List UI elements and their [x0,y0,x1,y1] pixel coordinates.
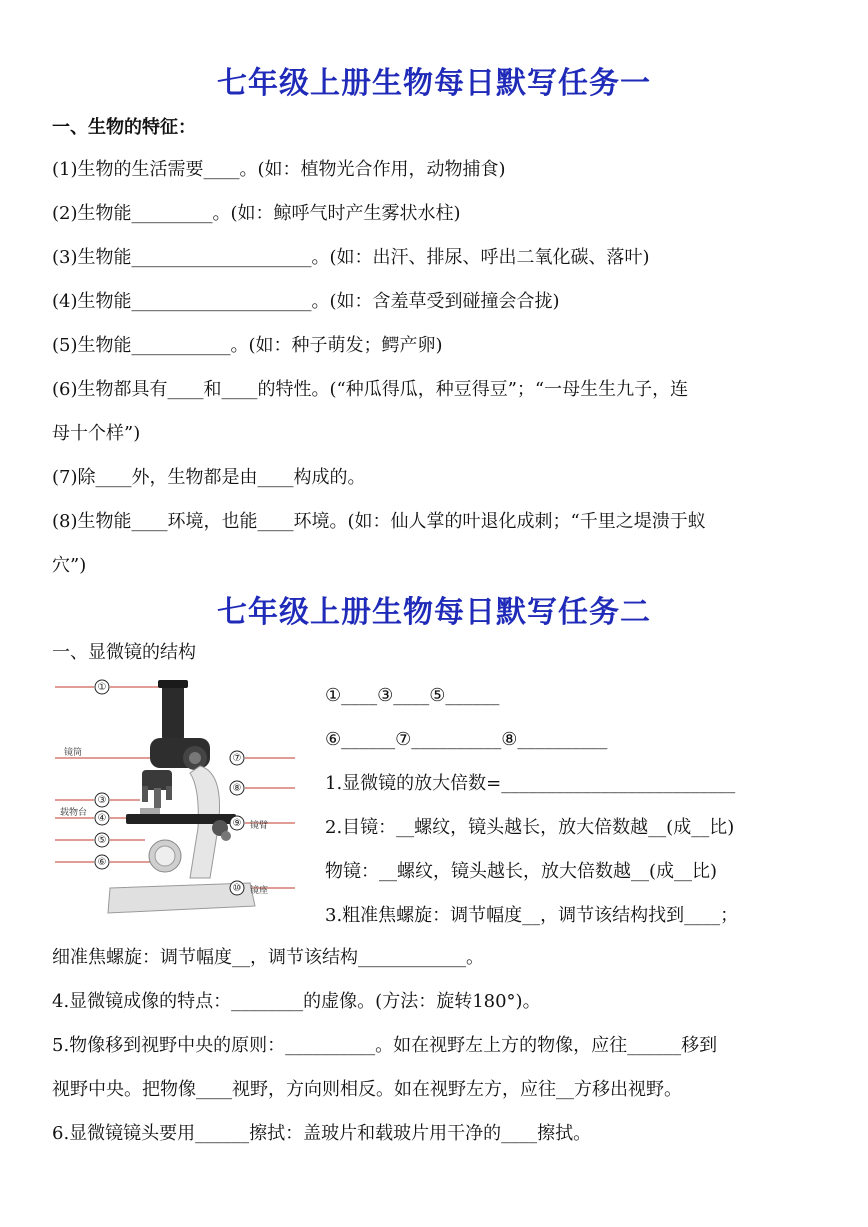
task2-item-5: 5.物像移到视野中央的原则：__________。如在视野左上方的物像，应往______移到 [52,1035,718,1056]
task2-item-6: 6.显微镜镜头要用______擦拭：盖玻片和载玻片用干净的____擦拭。 [52,1123,592,1144]
task1-line-7: (7)除____外，生物都是由____构成的。 [52,467,366,488]
task1-line-8: (8)生物能____环境，也能____环境。(如：仙人掌的叶退化成刺；“千里之堤溃于蚁 [52,511,706,532]
microscope-figure [50,678,300,923]
task2-answer-row-1: ①____③____⑤______ [325,685,500,706]
task2-item-2-eyepiece: 2.目镜：__螺纹，镜头越长，放大倍数越__(成__比) [325,817,735,838]
task1-line-1: (1)生物的生活需要____。(如：植物光合作用，动物捕食) [52,159,506,180]
task1-line-8-cont: 穴”) [52,555,87,576]
marker-1: ① [97,682,107,693]
label-arm: 镜臂 [250,821,269,831]
task1-line-3: (3)生物能____________________。(如：出汗、排尿、呼出二氧化碳、落叶) [52,247,650,268]
task1-line-6-cont: 母十个样”) [52,423,141,444]
label-stage: 载物台 [60,808,88,818]
task1-line-2: (2)生物能_________。(如：鲸呼气时产生雾状水柱) [52,203,461,224]
task1-section-heading: 一、生物的特征： [52,117,196,138]
marker-6: ⑥ [97,857,107,868]
marker-7: ⑦ [232,753,242,764]
label-base: 镜座 [250,886,269,896]
marker-4: ④ [97,813,107,824]
task2-item-3-fine: 细准焦螺旋：调节幅度__，调节该结构____________。 [52,947,484,968]
task1-line-6: (6)生物都具有____和____的特性。(“种瓜得瓜，种豆得豆”；“一母生生九子，连 [52,379,689,400]
task2-answer-row-2: ⑥______⑦__________⑧__________ [325,729,608,750]
task2-section-heading: 一、显微镜的结构 [52,642,196,663]
marker-9: ⑨ [232,818,242,829]
marker-5: ⑤ [97,835,107,846]
task2-item-4: 4.显微镜成像的特点：________的虚像。(方法：旋转180°)。 [52,991,541,1012]
task2-item-3-coarse: 3.粗准焦螺旋：调节幅度__，调节该结构找到____； [325,905,739,926]
marker-3: ③ [97,795,107,806]
label-eyepiece-tube: 镜筒 [64,748,83,758]
task1-title: 七年级上册生物每日默写任务一 [217,66,651,101]
marker-10: ⑩ [232,883,242,894]
microscope-illustration [50,678,300,923]
task2-title: 七年级上册生物每日默写任务二 [217,595,651,630]
task2-item-5-cont: 视野中央。把物像____视野，方向则相反。如在视野左方，应往__方移出视野。 [52,1079,682,1100]
task1-line-5: (5)生物能___________。(如：种子萌发；鳄产卵) [52,335,443,356]
task2-item-2-objective: 物镜：__螺纹，镜头越长，放大倍数越__(成__比) [325,861,718,882]
task1-line-4: (4)生物能____________________。(如：含羞草受到碰撞会合拢) [52,291,560,312]
task2-item-1: 1.显微镜的放大倍数=__________________________ [325,773,736,794]
marker-8: ⑧ [232,783,242,794]
